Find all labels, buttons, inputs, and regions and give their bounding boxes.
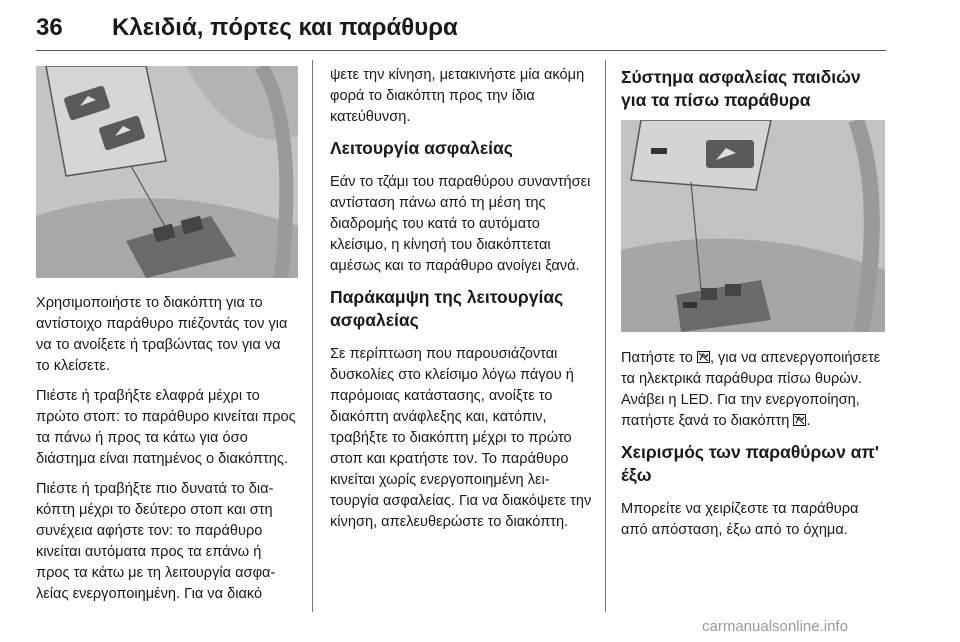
child-lock-switch-figure [621, 120, 885, 332]
header-rule [36, 50, 886, 51]
paragraph-usage: Χρησιμοποιήστε το διακόπτη για το αντίστοιχο παράθυρο πιέζοντάς τον για να το ανοίξετε ή τραβώντας τον για να το κλείσετε. [36, 295, 288, 374]
child-lock-text-b: , για να απενεργοποιήσετε τα ηλεκτρικά παράθυρα πίσω θυρών. Ανάβει η LED. Για την ενεργοποίηση, πατήστε ξανά το διακόπτη [621, 350, 881, 429]
heading-safety-override: Παράκαμψη της λειτουργίας ασφαλείας [330, 287, 564, 330]
paragraph-first-stop: Πιέστε ή τραβήξτε ελαφρά μέχρι το πρώτο στοπ: το παράθυρο κινείται προς τα πάνω ή προς τα κάτω για όσο διάστημα είναι πατημένος ο διακόπτης. [36, 388, 296, 467]
page-header [0, 0, 960, 50]
running-title: Κλειδιά, πόρτες και παράθυρα [112, 14, 458, 41]
paragraph-safety-override: Σε περίπτωση που παρουσιάζονται δυσκολίες στο κλείσιμο λόγω πάγου ή παρόμοιας κατάστασης, ανοίξτε το διακόπτη ανάφλεξης και, κατόπιν, τραβήξτε το διακόπτη μέχρι το πρώτο στοπ και κρατήστε τον. Το παράθυρο κινείται χωρίς ενεργοποιημένη λειτουργία ασφαλείας. Για να διακόψετε την κίνηση, απελευθερώστε το διακόπτη. [330, 346, 592, 530]
child-lock-text-a: Πατήστε το [621, 350, 693, 366]
heading-child-lock: Σύστημα ασφαλείας παιδιών για τα πίσω παράθυρα [621, 67, 861, 110]
column-1 [36, 66, 298, 614]
watermark: carmanualsonline.info [702, 618, 848, 635]
child-lock-icon [697, 351, 710, 363]
paragraph-child-lock [621, 348, 887, 432]
paragraph-remote-operation: Μπορείτε να χειρίζεστε τα παράθυρα από απόσταση, έξω από το όχημα. [621, 501, 859, 538]
paragraph-continued: ψετε την κίνηση, μετακινήστε μία ακόμη φορά το διακόπτη προς την ίδια κατεύθυνση. [330, 67, 585, 125]
column-2 [330, 65, 592, 542]
child-lock-text-c: . [806, 413, 811, 429]
paragraph-second-stop: Πιέστε ή τραβήξτε πιο δυνατά το διακόπτη μέχρι το δεύτερο στοπ και στη συνέχεια αφήστε τον: το παράθυρο κινείται αυτόματα προς τα επάνω ή προς τα κάτω με τη λειτουργία ασφαλείας ενεργοποιημένη. Για να διακό [36, 481, 276, 602]
column-3 [621, 66, 887, 550]
heading-remote-operation: Χειρισμός των παραθύρων απ' έξω [621, 442, 879, 485]
page-number: 36 [36, 14, 63, 41]
child-lock-icon-2 [793, 414, 806, 426]
column-divider-2 [605, 60, 606, 612]
paragraph-safety-function: Εάν το τζάμι του παραθύρου συναντήσει αντίσταση πάνω από τη μέση της διαδρομής του κατά το αυτόματο κλείσιμο, η κίνησή του διακόπτεται αμέσως και το παράθυρο ανοίγει ξανά. [330, 174, 591, 274]
heading-safety-function: Λειτουργία ασφαλείας [330, 138, 513, 158]
column-divider-1 [312, 60, 313, 612]
front-window-switch-figure [36, 66, 298, 278]
